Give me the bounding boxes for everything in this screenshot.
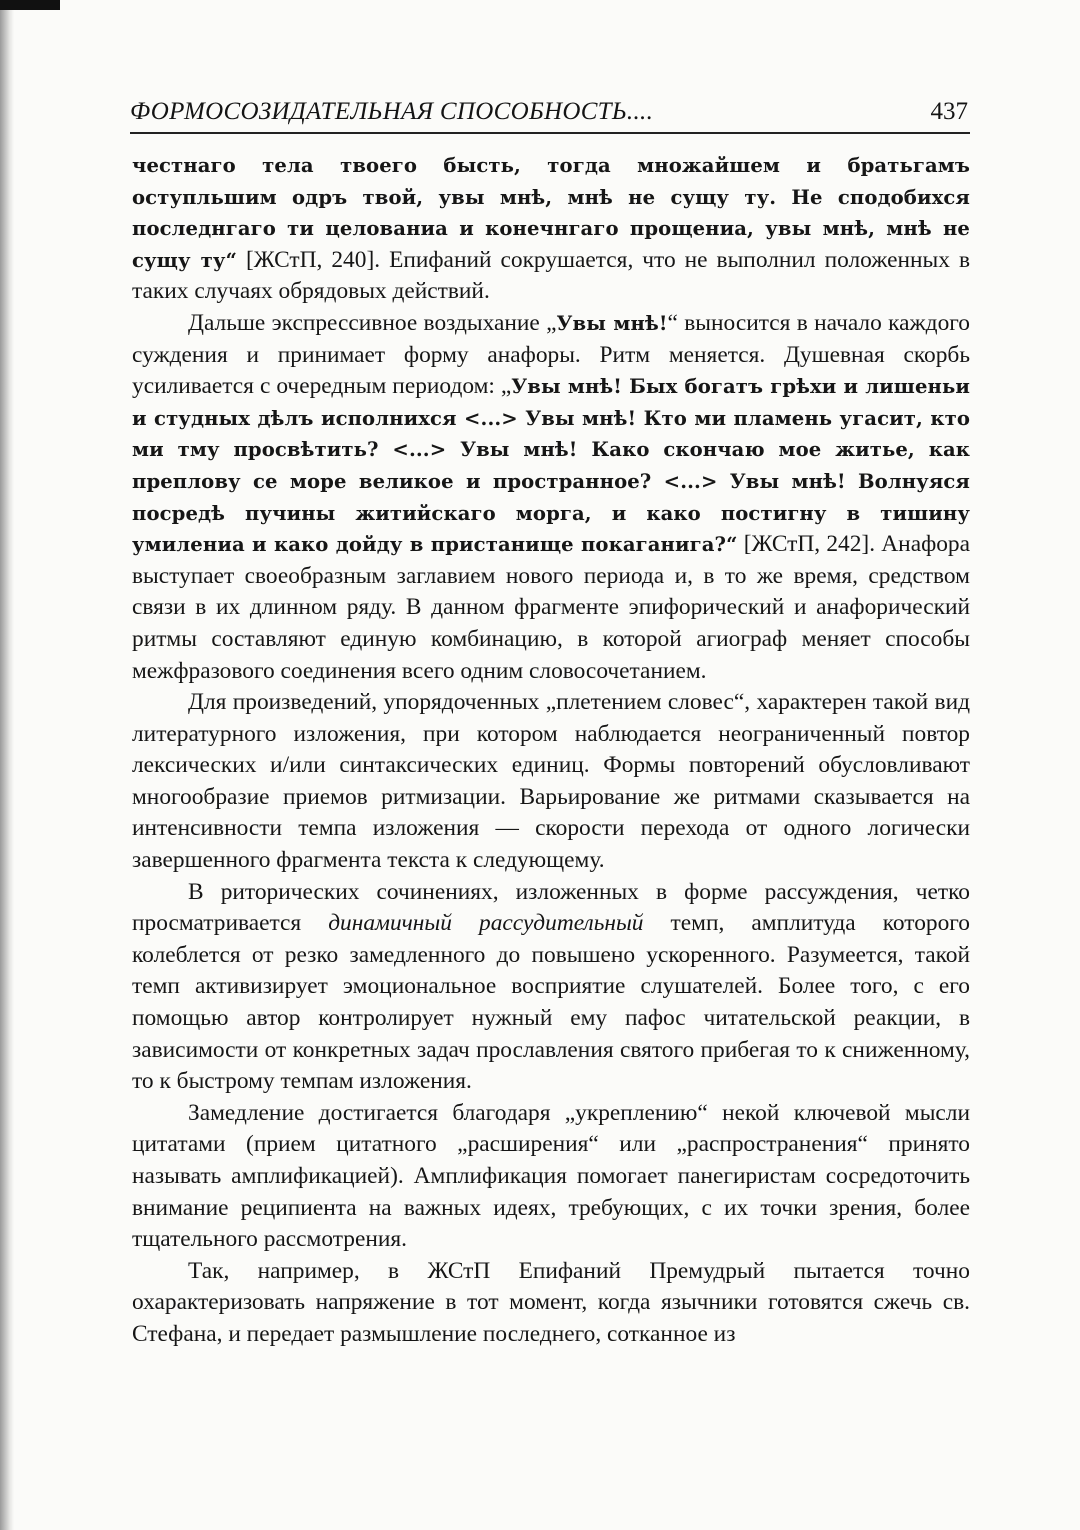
paragraph-text: [ЖСтП, 242]. Анафора выступает своеобразным заглавием нового периода и, в то же время, средством связи в их длинном ряду. В данном фрагменте эпифорический и анафорический ритмы составляют единую комбинацию, в которой агиограф меняет способы межфразового соединения всего одним словосочетанием. xyxy=(132,531,970,684)
scan-binding-shadow xyxy=(0,0,14,1530)
church-slavonic-quote: Увы мнѣ! Бых богатъ грѣхи и лишеньи и студных дѣлъ исполнихся <...> Увы мнѣ! Кто ми пламень угасит, кто ми тму просвѣтить? <...> Увы мнѣ! Како скончаю мое житье, как преплову се море великое и пространное? <...> Увы мнѣ! Волнуяся посредѣ пучины житийскаго морга, и како постигну в тишину умилениа и како дойду в пристанище покаганига?“ xyxy=(132,375,970,557)
paragraph-1 xyxy=(132,150,970,308)
italic-term: динамичный рассудительный xyxy=(328,910,644,937)
paragraph-text: В риторических сочинениях, изложенных в форме рассуждения, четко просматривается xyxy=(132,878,970,937)
body-text xyxy=(132,150,970,1351)
church-slavonic-quote: Увы мнѣ! xyxy=(556,311,668,335)
paragraph-text: Замедление достигается благодаря „укреплению“ некой ключевой мысли цитатами (прием цитатного „расширения“ или „распространения“ принято называть амплификацией). Амплификация помогает панегиристам сосредоточить внимание реципиента на важных идеях, требующих, с их точки зрения, более тщательного рассмотрения. xyxy=(132,1099,970,1253)
paragraph-text: Дальше экспрессивное воздыхание „ xyxy=(188,309,557,336)
paragraph-text: Так, например, в ЖСтП Епифаний Премудрый пытается точно охарактеризовать напряжение в тот момент, когда язычники готовятся сжечь св. Стефана, и передает размышление последнего, сотканное из xyxy=(132,1257,970,1347)
paragraph-text: “ выносится в начало каждого суждения и принимает форму анафоры. Ритм меняется. Душевная скорбь усиливается с очередным периодом: „ xyxy=(132,309,970,400)
paragraph-text: [ЖСтП, 240]. Епифаний сокрушается, что не выполнил положенных в таких случаях обрядовых действий. xyxy=(132,246,970,305)
page-number: 437 xyxy=(930,98,968,125)
running-title: ФОРМОСОЗИДАТЕЛЬНАЯ СПОСОБНОСТЬ.... xyxy=(130,98,654,125)
running-header xyxy=(130,92,970,134)
paragraph-2 xyxy=(132,308,970,687)
paragraph-text: темп, амплитуда которого колеблется от резко замедленного до повышено ускоренного. Разумеется, такой темп активизирует эмоциональное восприятие слушателей. Более того, с его помощью автор контролирует нужный ему пафос читательской реакции, в зависимости от конкретных задач прославления святого прибегая то к сниженному, то к быстрому темпам изложения. xyxy=(132,910,970,1095)
paragraph-6 xyxy=(132,1256,970,1351)
paragraph-text: Для произведений, упорядоченных „плетением словес“, характерен такой вид литературного изложения, при котором наблюдается неограниченный повтор лексических и/или синтаксических единиц. Формы повторений обусловливают многообразие приемов ритмизации. Варьирование же ритмами сказывается на интенсивности темпа изложения — скорости перехода от одного логически завершенного фрагмента текста к следующему. xyxy=(132,689,970,874)
paragraph-5 xyxy=(132,1098,970,1256)
church-slavonic-quote: честнаго тела твоего бысть, тогда множайшем и братьгамъ оступльшим одръ твой, увы мнѣ, мнѣ не сущу ту. Не сподобихся последнгаго ти целованиа и конечнгаго прощениа, увы мнѣ, мнѣ не сущу ту“ xyxy=(132,154,970,272)
scan-corner-mark xyxy=(0,0,60,10)
paragraph-3 xyxy=(132,687,970,877)
paragraph-4 xyxy=(132,877,970,1098)
